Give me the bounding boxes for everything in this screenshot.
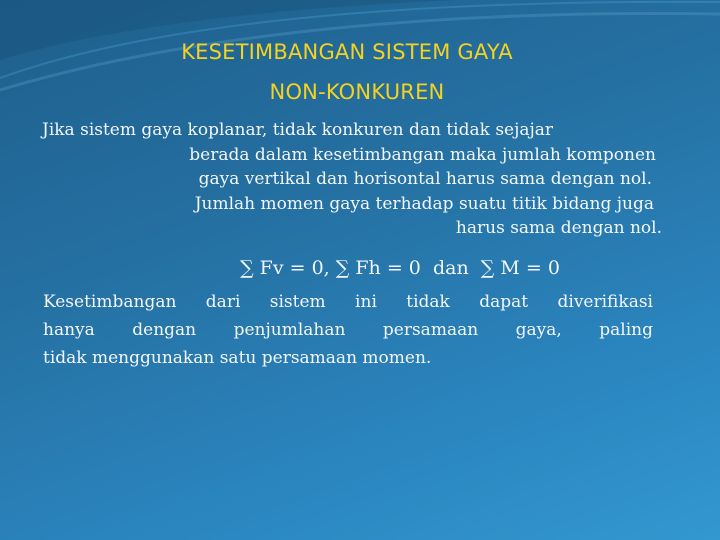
equilibrium-equation [0,254,720,282]
paragraph2-line-2: hanya dengan penjumlahan persamaan gaya, paling [43,320,653,340]
equation-text: ∑ Fv = 0, ∑ Fh = 0 dan ∑ M = 0 [240,257,560,279]
verification-paragraph [43,288,653,372]
paragraph2-line-3: tidak menggunakan satu persamaan momen. [43,348,432,368]
paragraph1-line-2: berada dalam kesetimbangan maka jumlah komponen [189,144,656,165]
title-line-2: NON-KONKUREN [269,80,445,104]
paragraph1-line-3: gaya vertikal dan horisontal harus sama dengan nol. [198,169,652,189]
paragraph1-line-4: Jumlah momen gaya terhadap suatu titik bidang juga [194,193,654,214]
title-line-1: KESETIMBANGAN SISTEM GAYA [181,40,513,64]
slide-title [0,32,720,112]
paragraph1-line-1: Jika sistem gaya koplanar, tidak konkuren dan tidak sejajar [42,120,554,140]
equilibrium-definition-paragraph [40,118,662,241]
paragraph1-line-5: harus sama dengan nol. [455,218,662,238]
paragraph2-line-1: Kesetimbangan dari sistem ini tidak dapat diverifikasi [43,292,653,312]
